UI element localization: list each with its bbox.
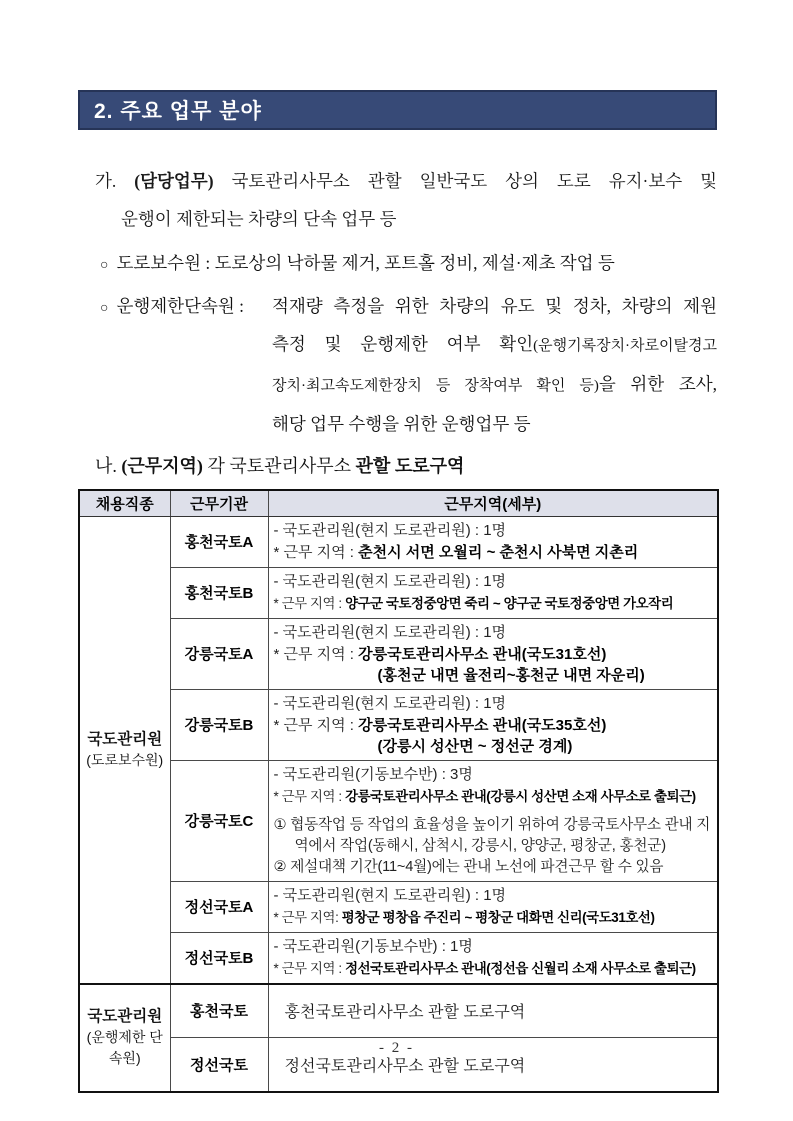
job-subtitle: (도로보수원) — [86, 751, 164, 768]
detail-cell — [268, 881, 718, 932]
paragraph-na — [78, 447, 717, 485]
bullet2-line3 — [272, 365, 717, 405]
detail-line: - 국도관리원(기동보수반) : 1명 — [273, 937, 473, 955]
detail-prefix: * 근무 지역 : — [273, 645, 359, 663]
table-row — [79, 760, 718, 881]
detail-prefix: * 근무 지역 : — [273, 543, 359, 561]
bullet1-text: 도로보수원 : 도로상의 낙하물 제거, 포트홀 정비, 제설·제초 작업 등 — [116, 253, 615, 273]
detail-prefix: * 근무 지역 : — [273, 788, 346, 804]
detail-cell: 홍천국토관리사무소 관할 도로구역 — [268, 984, 718, 1038]
column-header-org: 근무기관 — [170, 490, 268, 516]
detail-prefix: * 근무 지역 : — [273, 595, 346, 611]
detail-bold: 정선국토관리사무소 관내(정선읍 신월리 소재 사무소로 출퇴근) — [345, 960, 696, 976]
detail-line: - 국도관리원(현지 도로관리원) : 1명 — [273, 886, 507, 904]
detail-line: - 국도관리원(기동보수반) : 3명 — [273, 765, 473, 783]
org-cell: 강릉국토A — [170, 618, 268, 689]
bullet-road-repair — [78, 244, 717, 285]
org-cell: 정선국토A — [170, 881, 268, 932]
detail-line: - 국도관리원(현지 도로관리원) : 1명 — [273, 623, 507, 641]
org-cell: 강릉국토B — [170, 689, 268, 760]
detail-cell — [268, 689, 718, 760]
detail-line: - 국도관리원(현지 도로관리원) : 1명 — [273, 694, 507, 712]
table-row — [79, 516, 718, 567]
detail-line: (강릉시 성산면 ~ 정선군 경계) — [377, 737, 573, 755]
detail-prefix: * 근무 지역 : — [273, 960, 346, 976]
detail-line — [274, 715, 714, 737]
paragraph-ga — [78, 162, 717, 238]
bullet2-line4: 해당 업무 수행을 위한 운행업무 등 — [272, 414, 531, 434]
bullet-operation-restriction — [78, 287, 717, 443]
detail-cell — [268, 932, 718, 984]
detail-line: (홍천군 내면 율전리~홍천군 내면 자운리) — [377, 666, 645, 684]
bullet2-line1: 적재량 측정을 위한 차량의 유도 및 정차, 차량의 제원 — [272, 296, 717, 316]
bullet2-line3-small: 장치·최고속도제한장치 등 장착여부 확인 등) — [272, 378, 599, 394]
detail-line — [274, 542, 714, 564]
table-row — [79, 567, 718, 618]
bullet2-body — [272, 287, 717, 443]
org-cell: 정선국토 — [170, 1038, 268, 1092]
bullet2-line2-main: 측정 및 운행제한 여부 확인 — [272, 334, 534, 354]
work-region-table — [78, 489, 719, 1093]
detail-line: - 국도관리원(현지 도로관리원) : 1명 — [273, 572, 507, 590]
table-row — [79, 932, 718, 984]
detail-line — [274, 907, 714, 929]
table-row — [79, 618, 718, 689]
bullet2-line2 — [272, 325, 717, 365]
detail-bold: 강릉국토관리사무소 관내(강릉시 성산면 소재 사무소로 출퇴근) — [345, 788, 696, 804]
org-cell: 정선국토B — [170, 932, 268, 984]
detail-note: ② 제설대책 기간(11~4월)에는 관내 노선에 파견근무 할 수 있음 — [273, 858, 664, 875]
org-cell: 홍천국토A — [170, 516, 268, 567]
detail-bold: 강릉국토관리사무소 관내(국도31호선) — [358, 645, 607, 663]
detail-cell — [268, 618, 718, 689]
table-header-row — [79, 490, 718, 516]
column-header-job: 채용직종 — [79, 490, 170, 516]
detail-cell — [268, 567, 718, 618]
detail-line — [274, 644, 714, 666]
detail-cell: 정선국토관리사무소 관할 도로구역 — [268, 1038, 718, 1092]
detail-line: - 국도관리원(현지 도로관리원) : 1명 — [273, 521, 507, 539]
detail-bold: 평창군 평창읍 주진리 ~ 평창군 대화면 신리(국도31호선) — [341, 909, 655, 925]
detail-line — [274, 786, 714, 808]
org-cell: 강릉국토C — [170, 760, 268, 881]
job-subtitle: (운행제한 단속원) — [86, 1029, 163, 1066]
job-title: 국도관리원 — [87, 1008, 163, 1025]
bullet2-label-text: 운행제한단속원 : — [116, 296, 245, 316]
bullet2-line2-small: (운행기록장치·차로이탈경고 — [533, 338, 717, 354]
detail-line — [274, 593, 714, 615]
detail-bold: 춘천시 서면 오월리 ~ 춘천시 사북면 지촌리 — [358, 543, 639, 561]
na-mid-text: 각 국토관리사무소 — [207, 456, 352, 476]
page-number: - 2 - — [379, 1040, 414, 1056]
section-title: 2. 주요 업무 분야 — [94, 100, 262, 123]
table-row — [79, 689, 718, 760]
na-bold-label: (근무지역) — [121, 456, 203, 476]
job-cell-road-repair — [79, 516, 170, 984]
circle-bullet-icon: ○ — [100, 301, 109, 316]
circle-bullet-icon: ○ — [100, 258, 109, 273]
document-content — [78, 0, 717, 1093]
detail-cell — [268, 760, 718, 881]
table-row — [79, 984, 718, 1038]
list-marker-na: 나. — [95, 456, 117, 476]
org-cell: 홍천국토 — [170, 984, 268, 1038]
section-banner — [78, 90, 717, 130]
list-marker-ga: 가. — [95, 171, 117, 191]
ga-line1-text: 국토관리사무소 관할 일반국도 상의 도로 유지·보수 및 — [231, 171, 718, 191]
detail-bold: 강릉국토관리사무소 관내(국도35호선) — [358, 716, 607, 734]
bullet2-line3-main: 을 위한 조사, — [598, 374, 718, 394]
detail-bold: 양구군 국토정중앙면 죽리 ~ 양구군 국토정중앙면 가오작리 — [345, 595, 674, 611]
detail-prefix: * 근무 지역: — [273, 909, 342, 925]
detail-cell — [268, 516, 718, 567]
column-header-region: 근무지역(세부) — [268, 490, 718, 516]
detail-note: ① 협동작업 등 작업의 효율성을 높이기 위하여 강릉국토사무소 관내 지역에서 작업(동해시, 삼척시, 강릉시, 양양군, 평창군, 홍천군) — [273, 816, 711, 854]
job-title: 국도관리원 — [87, 730, 163, 748]
org-cell: 홍천국토B — [170, 567, 268, 618]
ga-bold-label: (담당업무) — [134, 171, 214, 191]
paragraph-ga-line2: 운행이 제한되는 차량의 단속 업무 등 — [121, 209, 397, 229]
detail-prefix: * 근무 지역 : — [273, 716, 359, 734]
bullet2-label — [100, 287, 272, 443]
na-bold-tail: 관할 도로구역 — [355, 456, 465, 476]
paragraph-ga-line1 — [95, 162, 717, 200]
table-row — [79, 881, 718, 932]
detail-line — [274, 958, 714, 980]
job-cell-operation-restriction — [79, 984, 170, 1092]
